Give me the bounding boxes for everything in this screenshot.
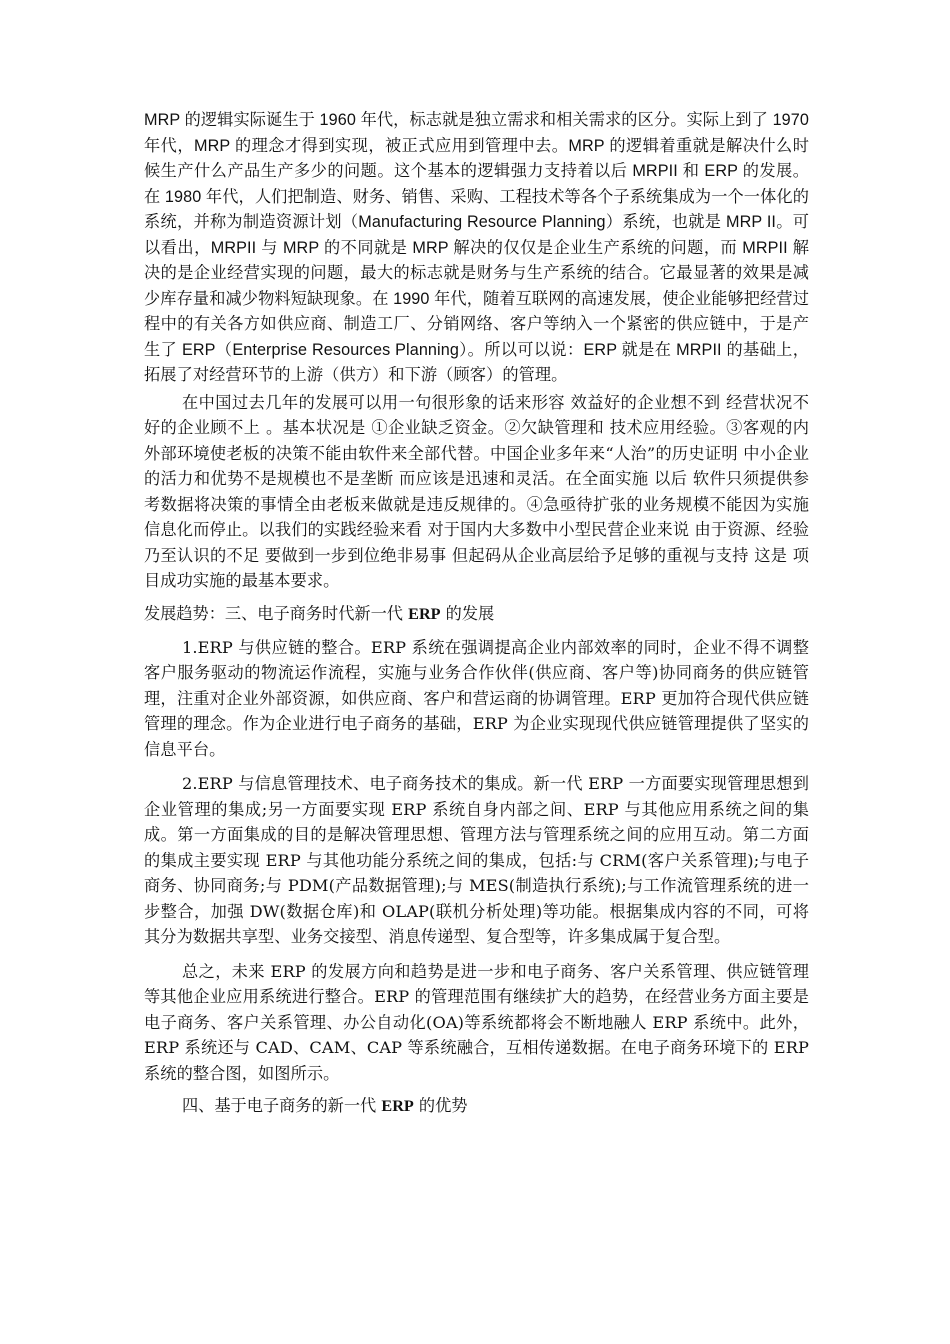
document-body — [144, 108, 809, 1120]
section-heading-trends — [144, 600, 809, 628]
heading-trends-suffix: 的发展 — [440, 603, 495, 623]
section-heading-advantages — [144, 1092, 809, 1120]
heading-trends-prefix: 发展趋势：三、电子商务时代新一代 — [144, 603, 409, 623]
paragraph-mrp-history: MRP 的逻辑实际诞生于 1960 年代，标志就是独立需求和相关需求的区分。实际上到了 1970 年代，MRP 的理念才得到实现，被正式应用到管理中去。MRP 的逻辑着重就是解决什么时候生产什么产品生产多少的问题。这个基本的逻辑强力支持着以后 MRPII 和 ERP 的发展。在 1980 年代，人们把制造、财务、销售、采购、工程技术等各个子系统集成为一个一体化的系统，并称为制造资源计划（Manufacturing Resource Planning）系统，也就是 MRP II。可以看出，MRPII 与 MRP 的不同就是 MRP 解决的仅仅是企业生产系统的问题，而 MRPII 解决的是企业经营实现的问题，最大的标志就是财务与生产系统的结合。它最显著的效果是减少库存量和减少物料短缺现象。在 1990 年代，随着互联网的高速发展，使企业能够把经营过程中的有关各方如供应商、制造工厂、分销网络、客户等纳入一个紧密的供应链中，于是产生了 ERP（Enterprise Resources Planning）。所以可以说：ERP 就是在 MRPII 的基础上，拓展了对经营环节的上游（供方）和下游（顾客）的管理。 — [144, 111, 809, 384]
heading-advantages-bold: ERP — [381, 1097, 414, 1115]
paragraph-erp-integration: 2.ERP 与信息管理技术、电子商务技术的集成。新一代 ERP 一方面要实现管理思想到企业管理的集成;另一方面要实现 ERP 系统自身内部之间、ERP 与其他应用系统之间的集成。第一方面集成的目的是解决管理思想、管理方法与管理系统之间的应用互动。第二方面的集成主要实现 ERP 与其他功能分系统之间的集成，包括:与 CRM(客户关系管理);与电子商务、协同商务;与 PDM(产品数据管理);与 MES(制造执行系统);与工作流管理系统的进一步整合，加强 DW(数据仓库)和 OLAP(联机分析处理)等功能。根据集成内容的不同，可将其分为数据共享型、业务交接型、消息传递型、复合型等，许多集成属于复合型。 — [144, 774, 809, 946]
heading-trends-bold: ERP — [408, 604, 441, 623]
paragraph-erp-supply-chain: 1.ERP 与供应链的整合。ERP 系统在强调提高企业内部效率的同时，企业不得不调整客户服务驱动的物流运作流程，实施与业务合作伙伴(供应商、客户等)协同商务的供应链管理，注重对企业外部资源，如供应商、客户和营运商的协调管理。ERP 更加符合现代供应链管理的理念。作为企业进行电子商务的基础，ERP 为企业实现现代供应链管理提供了坚实的信息平台。 — [144, 637, 809, 759]
paragraph-erp-summary: 总之，未来 ERP 的发展方向和趋势是进一步和电子商务、客户关系管理、供应链管理等其他企业应用系统进行整合。ERP 的管理范围有继续扩大的趋势，在经营业务方面主要是电子商务、客户关系管理、办公自动化(OA)等系统都将会不断地融人 ERP 系统中。此外，ERP 系统还与 CAD、CAM、CAP 等系统融合，互相传递数据。在电子商务环境下的 ERP 系统的整合图，如图所示。 — [144, 961, 809, 1083]
paragraph-china-status: 在中国过去几年的发展可以用一句很形象的话来形容 效益好的企业想不到 经营状况不好的企业顾不上 。基本状况是 ①企业缺乏资金。②欠缺管理和 技术应用经验。③客观的内外部环境使老板的决策不能由软件来全部代替。中国企业多年来“人治”的历史证明 中小企业的活力和优势不是规模也不是垄断 而应该是迅速和灵活。在全面实施 以后 软件只须提供参考数据将决策的事情全由老板来做就是违反规律的。④急亟待扩张的业务规模不能因为实施信息化而停止。以我们的实践经验来看 对于国内大多数中小型民营企业来说 由于资源、经验乃至认识的不足 要做到一步到位绝非易事 但起码从企业高层给予足够的重视与支持 这是 项目成功实施的最基本要求。 — [144, 392, 809, 590]
heading-advantages-prefix: 四、基于电子商务的新一代 — [182, 1096, 382, 1115]
heading-advantages-suffix: 的优势 — [413, 1096, 468, 1115]
